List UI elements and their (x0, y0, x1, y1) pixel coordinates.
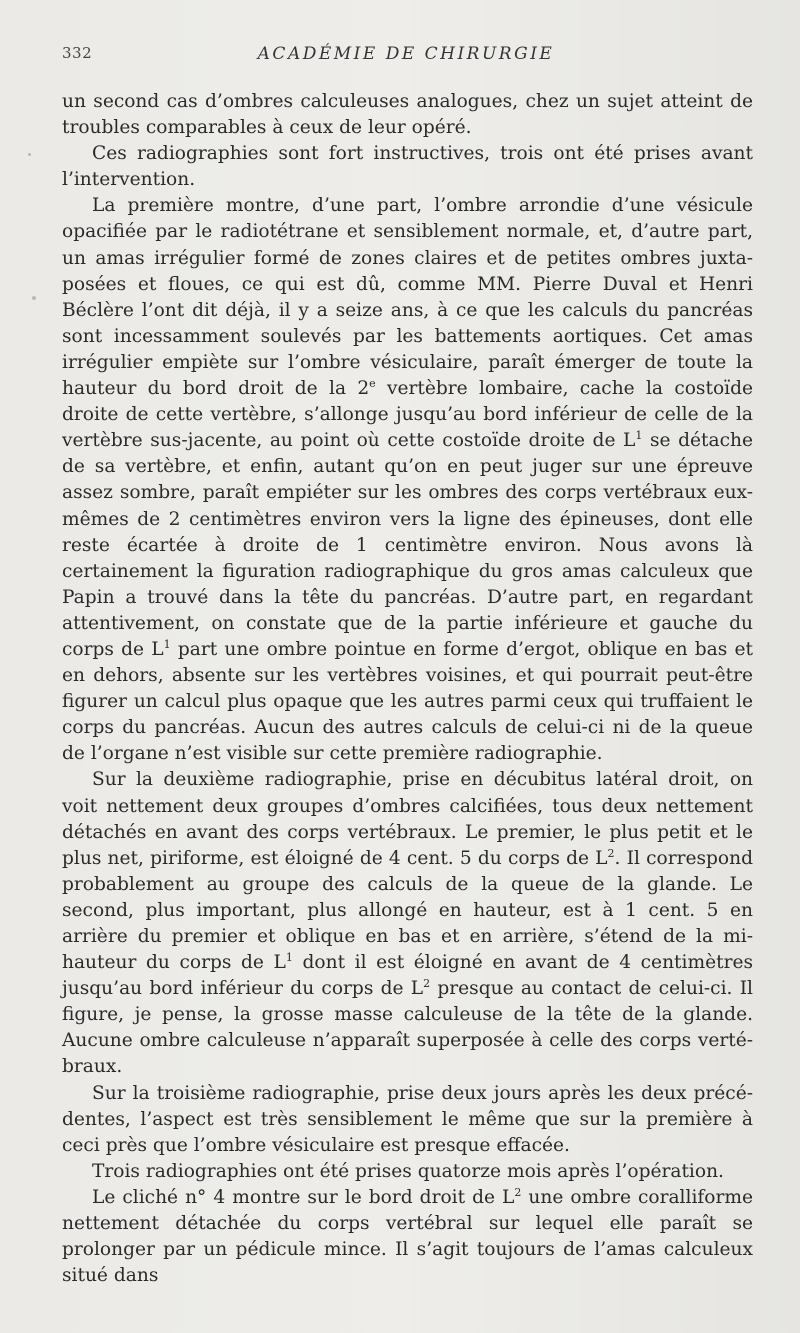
paragraph-4: Sur la deuxième radiographie, prise en décubitus latéral droit, on voit nettement deux groupes d’ombres calcifiées, tous deux nettement détachés en avant des corps vertébraux. Le premier, le plus petit et le plus net, piriforme, est éloigné de 4 cent. 5 du corps de $L^2$. Il correspond probablement au groupe des calculs de la queue de la glande. Le second, plus important, plus allongé en hauteur, est à 1 cent. 5 en arrière du premier et oblique en bas et en arrière, s’étend de la mi-hauteur du corps de $L^1$ dont il est éloigné en avant de 4 centimètres jusqu’au bord inférieur du corps de $L^2$ presque au contact de celui-ci. Il figure, je pense, la grosse masse calculeuse de la tête de la glande. Aucune ombre calculeuse n’apparaît superposée à celle des corps verté-braux. (62, 769, 753, 1078)
paper-speck (28, 153, 31, 156)
paper-speck (32, 296, 36, 300)
superscript: 2 (607, 846, 615, 860)
paragraph-5: Sur la troisième radiographie, prise deux jours après les deux précé-dentes, l’aspect est très sensiblement le même que sur la première à ceci près que l’ombre vésiculaire est presque effacée. (62, 1082, 753, 1156)
superscript: 2 (514, 1185, 522, 1199)
superscript: 1 (285, 951, 293, 965)
page-header (62, 44, 750, 74)
superscript: e (369, 377, 376, 391)
running-title: ACADÉMIE DE CHIRURGIE (257, 44, 555, 64)
paragraph-2: Ces radiographies sont fort instructives, trois ont été prises avant l’intervention. (62, 143, 753, 191)
superscript: 1 (163, 637, 171, 651)
page-number: 332 (62, 44, 93, 62)
paragraph-7: Le cliché n° 4 montre sur le bord droit de $L^2$ une ombre coralliforme nettement détachée du corps vertébral sur lequel elle paraît se prolonger par un pédicule mince. Il s’agit toujours de l’amas calculeux situé dans (62, 1185, 753, 1287)
paragraph-6: Trois radiographies ont été prises quatorze mois après l’opération. (92, 1160, 724, 1182)
superscript: 2 (423, 977, 431, 991)
body-text (62, 89, 753, 1289)
paragraph-3: La première montre, d’une part, l’ombre arrondie d’une vésicule opacifiée par le radiotétrane et sensiblement normale, et, d’autre part, un amas irrégulier formé de zones claires et de petites ombres juxta-posées et floues, ce qui est dû, comme MM. Pierre Duval et Henri Béclère l’ont dit déjà, il y a seize ans, à ce que les calculs du pancréas sont incessamment soulevés par les battements aortiques. Cet amas irrégulier empiète sur l’ombre vésiculaire, paraît émerger de toute la hauteur du bord droit de la 2e vertèbre lombaire, cache la costoïde droite de cette vertèbre, s’allonge jusqu’au bord inférieur de celle de la vertèbre sus-jacente, au point où cette costoïde droite de $L^1$ se détache de sa vertèbre, et enfin, autant qu’on en peut juger sur une épreuve assez sombre, paraît empiéter sur les ombres des corps vertébraux eux-mêmes de 2 centimètres environ vers la ligne des épineuses, dont elle reste écartée à droite de 1 centimètre environ. Nous avons là certainement la figuration radiographique du gros amas calculeux que Papin a trouvé dans la tête du pancréas. D’autre part, en regardant attentivement, on constate que de la partie inférieure et gauche du corps de $L^1$ part une ombre pointue en forme d’ergot, oblique en bas et en dehors, absente sur les vertèbres voisines, et qui pourrait peut-être figurer un calcul plus opaque que les autres parmi ceux qui truffaient le corps du pancréas. Aucun des autres calculs de celui-ci ni de la queue de l’organe n’est visible sur cette première radiographie. (62, 195, 753, 765)
paragraph-1: un second cas d’ombres calculeuses analogues, chez un sujet atteint de troubles comparables à ceux de leur opéré. (62, 91, 753, 139)
superscript: 1 (635, 429, 643, 443)
